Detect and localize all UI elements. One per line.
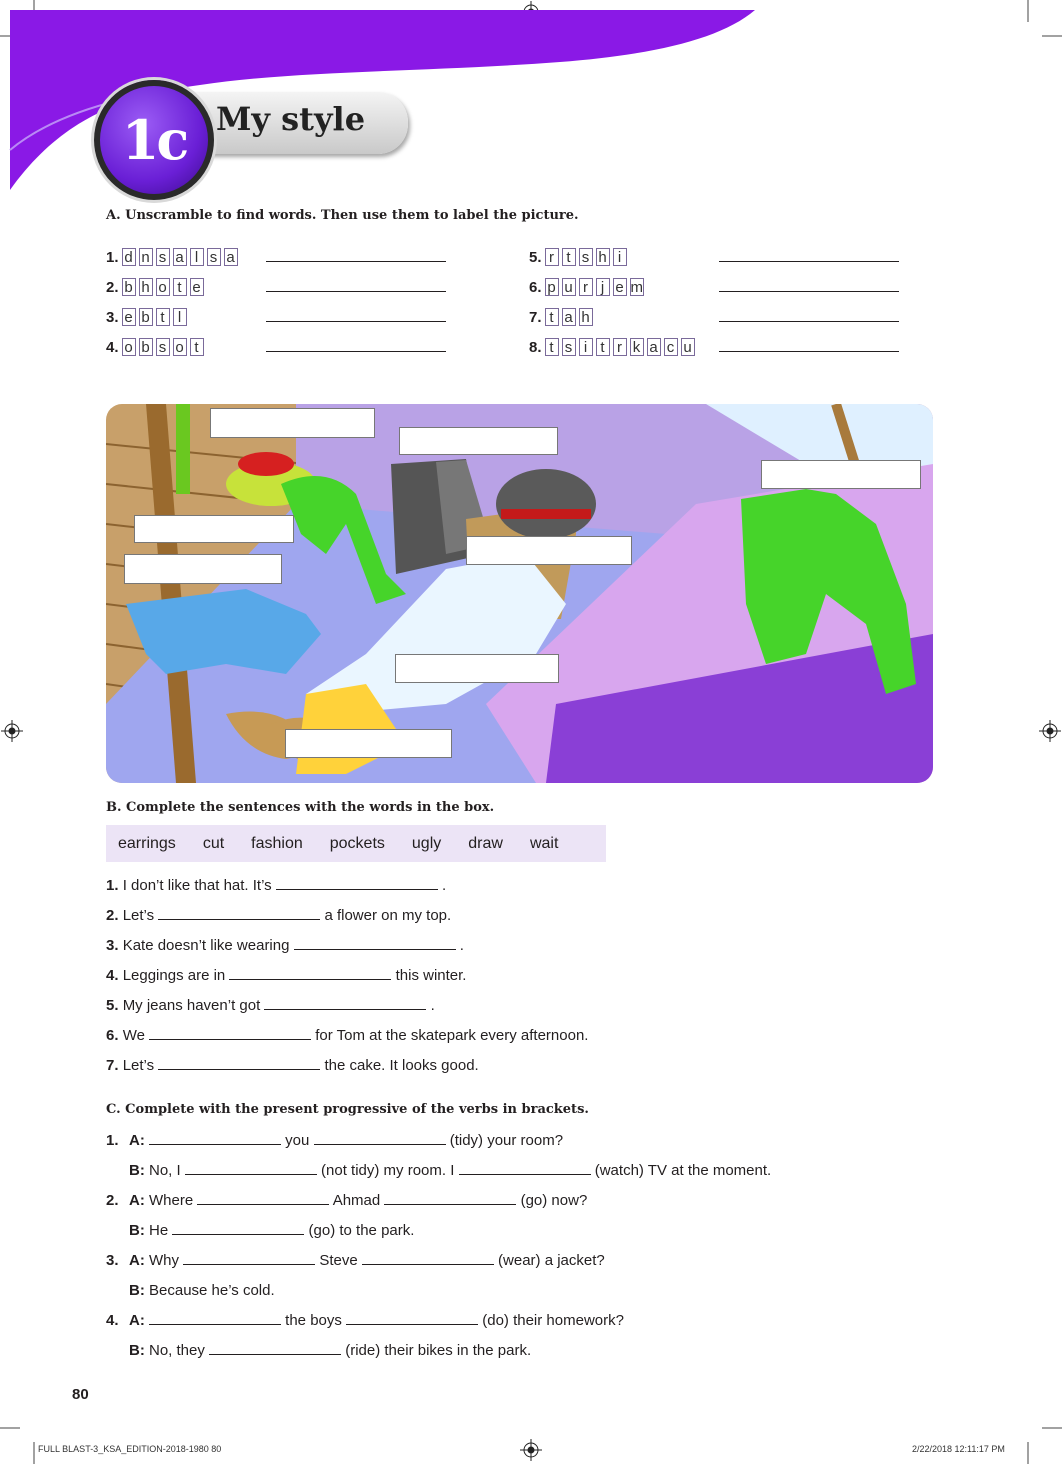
letter-tiles (122, 338, 204, 356)
picture-label-4[interactable] (134, 515, 294, 543)
letter-tile: s (156, 338, 170, 356)
picture-label-8[interactable] (285, 729, 452, 758)
letter-tile: o (156, 278, 170, 296)
footer-file: FULL BLAST-3_KSA_EDITION-2018-1980 80 (38, 1444, 222, 1454)
dialogue-text: Because he’s cold. (149, 1282, 275, 1299)
letter-tile: t (596, 338, 610, 356)
sentence-number: 7. (106, 1057, 123, 1074)
item-number: 3. (106, 308, 119, 326)
word-box-item: pockets (329, 834, 385, 852)
answer-line[interactable] (266, 351, 446, 352)
item-number: 5. (529, 248, 542, 266)
item-number: 1. (106, 1132, 119, 1149)
letter-tile: m (630, 279, 644, 296)
dialogue-text: (not tidy) my room. I (321, 1162, 455, 1179)
letter-tile: r (545, 248, 559, 266)
dialogue-text: (do) their homework? (482, 1312, 624, 1329)
letter-tile: t (156, 308, 170, 326)
letter-tile: a (647, 338, 661, 356)
picture-label-6[interactable] (124, 554, 282, 584)
dialogue-text: Why (149, 1252, 179, 1269)
letter-tile: l (173, 308, 187, 326)
answer-line[interactable] (719, 291, 899, 292)
answer-line[interactable] (266, 321, 446, 322)
unit-badge (94, 80, 214, 200)
letter-tile: o (122, 338, 136, 356)
letter-tile: s (562, 338, 576, 356)
letter-tile: c (664, 338, 678, 356)
word-box-item: fashion (251, 834, 303, 852)
answer-blank[interactable] (197, 1192, 329, 1205)
sentence (106, 877, 446, 894)
unscramble-item (106, 308, 187, 326)
item-number: 6. (529, 278, 542, 296)
answer-blank[interactable] (276, 877, 438, 890)
item-number: 4. (106, 338, 119, 356)
dialogue-text: (wear) a jacket? (498, 1252, 605, 1269)
answer-blank[interactable] (183, 1252, 315, 1265)
dialogue-line (129, 1342, 531, 1359)
sentence-start: Kate doesn’t like wearing (122, 937, 290, 954)
sentence-end: the cake. It looks good. (324, 1057, 479, 1074)
answer-blank[interactable] (346, 1312, 478, 1325)
unscramble-item (106, 278, 204, 296)
sentence-start: Let’s (122, 1057, 155, 1074)
sentence-start: I don’t like that hat. It’s (122, 877, 272, 894)
picture-label-5[interactable] (466, 536, 632, 565)
letter-tiles (545, 338, 695, 356)
letter-tile: e (190, 278, 204, 296)
unscramble-item (106, 248, 238, 266)
dialogue-text: (watch) TV at the moment. (594, 1162, 772, 1179)
word-box-item: wait (529, 834, 559, 852)
letter-tile: a (173, 248, 187, 266)
letter-tile: t (190, 338, 204, 356)
sentence-start: We (122, 1027, 145, 1044)
dialogue-text: the boys (285, 1312, 342, 1329)
answer-blank[interactable] (185, 1162, 317, 1175)
answer-line[interactable] (719, 261, 899, 262)
exercise-b-instruction: B. Complete the sentences with the words in the box. (106, 800, 495, 815)
speaker-label: A: (129, 1312, 145, 1329)
dialogue-line (129, 1282, 275, 1299)
answer-blank[interactable] (209, 1342, 341, 1355)
answer-blank[interactable] (149, 1312, 281, 1325)
sentence-end: . (430, 997, 435, 1014)
letter-tile: s (579, 248, 593, 266)
letter-tile: t (173, 278, 187, 296)
unit-number: 1c (121, 108, 187, 172)
word-box-item: earrings (118, 834, 176, 852)
item-number: 4. (106, 1312, 119, 1329)
dialogue-line (129, 1192, 587, 1209)
letter-tile: b (122, 278, 136, 296)
letter-tile: h (579, 308, 593, 326)
dialogue-line (129, 1312, 624, 1329)
answer-line[interactable] (266, 261, 446, 262)
answer-line[interactable] (266, 291, 446, 292)
letter-tile: d (122, 248, 136, 266)
sentence-end: a flower on my top. (324, 907, 452, 924)
letter-tile: r (579, 278, 593, 296)
sentence-end: . (442, 877, 447, 894)
exercise-c-instruction: C. Complete with the present progressive of the verbs in brackets. (106, 1102, 589, 1117)
page-title: My style (216, 100, 366, 138)
sentence-start: My jeans haven’t got (122, 997, 261, 1014)
unscramble-item (529, 338, 695, 356)
letter-tiles (122, 248, 238, 266)
answer-line[interactable] (719, 351, 899, 352)
answer-line[interactable] (719, 321, 899, 322)
word-box (106, 825, 606, 862)
dialogue-text: Steve (319, 1252, 358, 1269)
sentence-number: 1. (106, 877, 123, 894)
letter-tile: h (596, 248, 610, 266)
answer-blank[interactable] (362, 1252, 494, 1265)
dialogue-text: No, they (149, 1342, 205, 1359)
sentence-number: 3. (106, 937, 123, 954)
sentence (106, 1027, 588, 1044)
dialogue-text: Ahmad (332, 1192, 381, 1209)
answer-blank[interactable] (158, 907, 320, 920)
answer-blank[interactable] (264, 997, 426, 1010)
letter-tile: b (139, 338, 153, 356)
sentence-number: 4. (106, 967, 123, 984)
dialogue-line (129, 1132, 563, 1149)
item-number: 1. (106, 248, 119, 266)
sentence-end: this winter. (395, 967, 467, 984)
sentence-end: for Tom at the skatepark every afternoon. (315, 1027, 589, 1044)
letter-tile: t (562, 248, 576, 266)
page-number: 80 (72, 1386, 89, 1403)
dialogue-text: (go) to the park. (308, 1222, 415, 1239)
word-box-item: cut (202, 834, 225, 852)
sentence-number: 2. (106, 907, 123, 924)
letter-tile: t (545, 308, 559, 326)
word-box-item: ugly (411, 834, 442, 852)
sentence (106, 967, 466, 984)
speaker-label: B: (129, 1162, 145, 1179)
letter-tile: a (562, 308, 576, 326)
sentence-end: . (459, 937, 464, 954)
letter-tile: a (224, 248, 238, 266)
speaker-label: A: (129, 1252, 145, 1269)
picture-label-1[interactable] (210, 408, 375, 438)
dialogue-text: He (149, 1222, 169, 1239)
sentence (106, 937, 464, 954)
sentence-number: 6. (106, 1027, 123, 1044)
dialogue-line (129, 1252, 605, 1269)
sentence-start: Leggings are in (122, 967, 226, 984)
picture-label-7[interactable] (395, 654, 559, 683)
sentence (106, 997, 435, 1014)
exercise-a-instruction: A. Unscramble to find words. Then use them to label the picture. (106, 208, 579, 223)
footer-date: 2/22/2018 12:11:17 PM (912, 1444, 1005, 1454)
answer-blank[interactable] (384, 1192, 516, 1205)
speaker-label: B: (129, 1282, 145, 1299)
letter-tiles (545, 248, 627, 266)
unscramble-item (106, 338, 204, 356)
answer-blank[interactable] (229, 967, 391, 980)
letter-tiles (545, 278, 644, 296)
answer-blank[interactable] (459, 1162, 591, 1175)
sentence (106, 907, 451, 924)
letter-tile: s (156, 248, 170, 266)
letter-tile: k (630, 338, 644, 356)
item-number: 8. (529, 338, 542, 356)
sentence (106, 1057, 479, 1074)
letter-tile: s (207, 248, 221, 266)
letter-tiles (122, 278, 204, 296)
word-box-item: draw (468, 834, 503, 852)
answer-blank[interactable] (158, 1057, 320, 1070)
letter-tiles (545, 308, 593, 326)
unscramble-item (529, 248, 627, 266)
dialogue-line (129, 1162, 771, 1179)
dialogue-text: (tidy) your room? (449, 1132, 564, 1149)
letter-tile: r (613, 338, 627, 356)
dialogue-text: you (285, 1132, 310, 1149)
answer-blank[interactable] (314, 1132, 446, 1145)
sentence-start: Let’s (122, 907, 155, 924)
letter-tile: p (545, 278, 559, 296)
answer-blank[interactable] (149, 1027, 311, 1040)
answer-blank[interactable] (149, 1132, 281, 1145)
letter-tile: t (545, 338, 559, 356)
dialogue-text: (ride) their bikes in the park. (345, 1342, 532, 1359)
dialogue-text: (go) now? (520, 1192, 588, 1209)
item-number: 2. (106, 278, 119, 296)
dialogue-text: No, I (149, 1162, 181, 1179)
picture-label-3[interactable] (761, 460, 921, 489)
letter-tile: e (122, 308, 136, 326)
letter-tile: j (596, 278, 610, 296)
letter-tile: h (139, 278, 153, 296)
speaker-label: B: (129, 1342, 145, 1359)
picture-label-2[interactable] (399, 427, 558, 455)
letter-tile: i (579, 338, 593, 356)
unscramble-item (529, 278, 644, 296)
letter-tile: i (613, 248, 627, 266)
letter-tile: e (613, 278, 627, 296)
speaker-label: A: (129, 1192, 145, 1209)
letter-tiles (122, 308, 187, 326)
speaker-label: A: (129, 1132, 145, 1149)
answer-blank[interactable] (172, 1222, 304, 1235)
item-number: 3. (106, 1252, 119, 1269)
letter-tile: u (562, 278, 576, 296)
dialogue-line (129, 1222, 414, 1239)
sentence-number: 5. (106, 997, 123, 1014)
letter-tile: u (681, 338, 695, 356)
letter-tile: l (190, 248, 204, 266)
answer-blank[interactable] (294, 937, 456, 950)
letter-tile: o (173, 338, 187, 356)
unscramble-item (529, 308, 593, 326)
dialogue-text: Where (149, 1192, 194, 1209)
letter-tile: b (139, 308, 153, 326)
item-number: 2. (106, 1192, 119, 1209)
speaker-label: B: (129, 1222, 145, 1239)
letter-tile: n (139, 248, 153, 266)
item-number: 7. (529, 308, 542, 326)
